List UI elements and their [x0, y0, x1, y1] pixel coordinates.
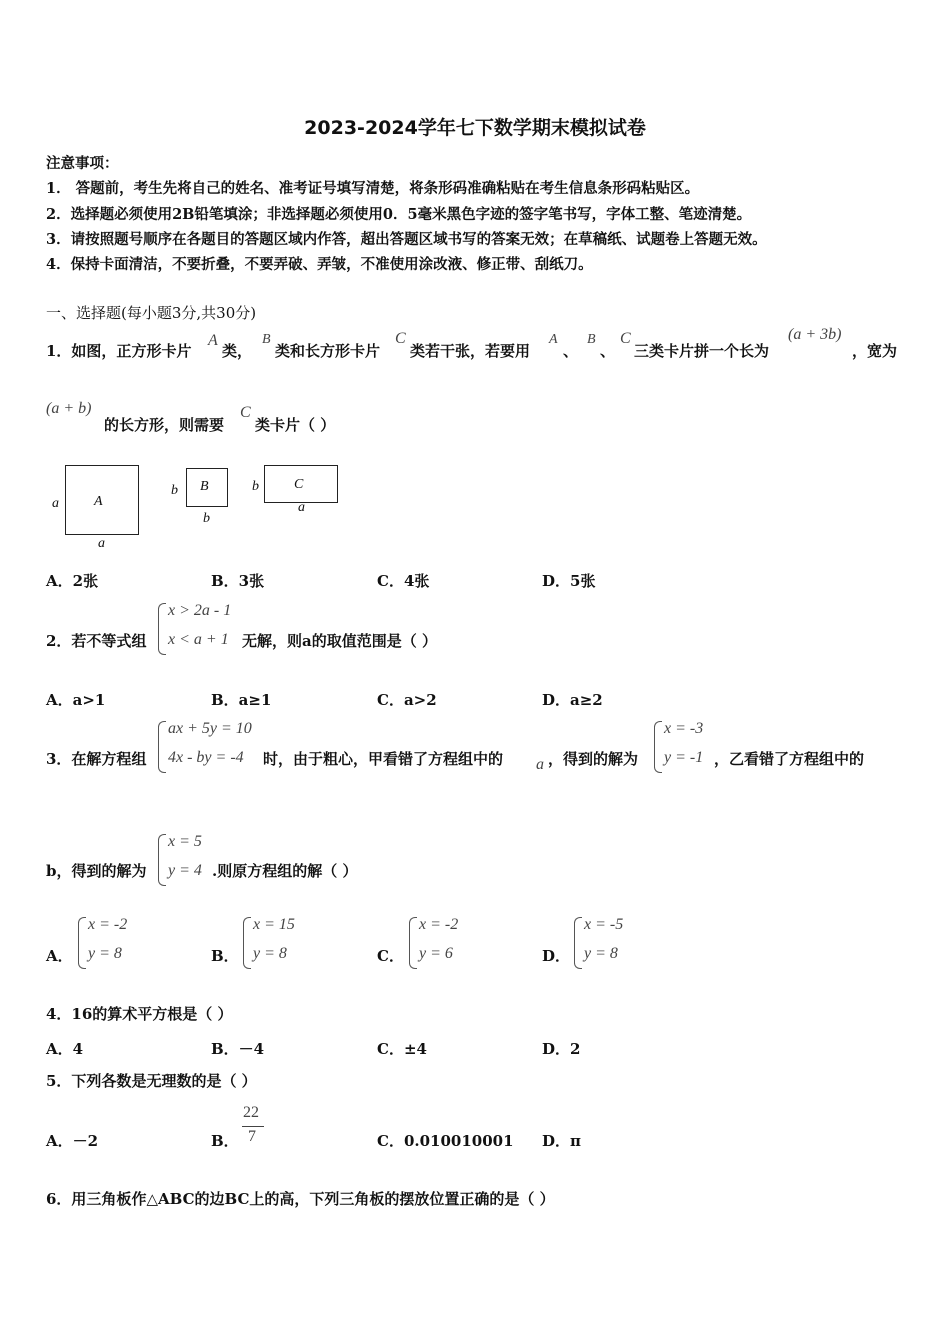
card-a-side: a [52, 496, 59, 511]
q4-option-c[interactable]: C．±4 [377, 1040, 427, 1058]
q3-brace-jia [654, 721, 662, 773]
q4-stem: 4．16的算术平方根是（ ） [46, 1005, 233, 1023]
q1-var-c3: C [240, 404, 251, 421]
q1-var-c2: C [620, 330, 631, 347]
q1-option-a[interactable]: A．2张 [46, 572, 99, 590]
card-c-bottom: a [298, 500, 305, 515]
q5-fraction-numerator: 22 [243, 1104, 259, 1121]
notice-item-3: 3．请按照题号顺序在各题目的答题区域内作答，超出答题区域书写的答案无效；在草稿纸、试题卷上答题无效。 [46, 231, 767, 248]
q3-option-b-y: y = 8 [253, 945, 287, 962]
q2-line-2: x < a + 1 [168, 631, 229, 648]
q3-option-d-y: y = 8 [584, 945, 618, 962]
q3-solution-jia-y: y = -1 [664, 749, 704, 766]
q1-sep-2: 、 [600, 342, 616, 360]
q1-option-b[interactable]: B．3张 [211, 572, 265, 590]
q1-var-a2: A [549, 332, 558, 347]
q5-option-b-letter: B． [211, 1132, 239, 1150]
notice-item-4: 4．保持卡面清洁，不要折叠，不要弄破、弄皱，不准使用涂改液、修正带、刮纸刀。 [46, 256, 593, 273]
q3-solution-yi-x: x = 5 [168, 833, 202, 850]
card-a-bottom: a [98, 536, 105, 551]
card-b-side: b [171, 483, 178, 498]
q3-solution-yi-y: y = 4 [168, 862, 202, 879]
notice-heading: 注意事项： [46, 155, 119, 172]
card-a-label: A [94, 494, 103, 509]
q3-text-5: b，得到的解为 [46, 862, 147, 880]
q1-width: (a + b) [46, 400, 92, 417]
q2-line-1: x > 2a - 1 [168, 602, 232, 619]
q2-text-2: 无解，则a的取值范围是（ ） [242, 632, 437, 650]
section-heading: 一、选择题(每小题3分,共30分) [46, 304, 257, 322]
q3-option-d-x: x = -5 [584, 916, 624, 933]
q1-text-5: 三类卡片拼一个长为 [634, 342, 770, 360]
q1-text-8: 类卡片（ ） [255, 416, 336, 434]
q1-var-b: B [262, 332, 271, 347]
q2-brace [158, 603, 166, 655]
q1-sep-1: 、 [563, 342, 579, 360]
q3-brace-yi [158, 834, 166, 886]
q5-stem: 5．下列各数是无理数的是（ ） [46, 1072, 257, 1090]
q3-text-1: 3．在解方程组 [46, 750, 147, 768]
q3-solution-jia-x: x = -3 [664, 720, 704, 737]
q1-var-c: C [395, 330, 406, 347]
q3-option-a-letter: A． [46, 947, 73, 965]
q2-option-b[interactable]: B．a≥1 [211, 691, 272, 709]
q3-brace [158, 721, 166, 773]
q1-text-4: 类若干张，若要用 [410, 342, 531, 360]
q3-text-3: ，得到的解为 [548, 750, 639, 768]
q3-option-c-brace [409, 917, 417, 969]
q5-fraction-bar [242, 1126, 264, 1127]
q2-option-a[interactable]: A．a>1 [46, 691, 106, 709]
q1-option-d[interactable]: D．5张 [542, 572, 596, 590]
q5-fraction-denominator: 7 [248, 1128, 256, 1145]
q3-option-b-x: x = 15 [253, 916, 295, 933]
q4-option-a[interactable]: A．4 [46, 1040, 84, 1058]
q2-option-d[interactable]: D．a≥2 [542, 691, 603, 709]
q1-text-6: ，宽为 [852, 342, 898, 360]
q1-var-b2: B [587, 332, 596, 347]
card-c-label: C [294, 477, 304, 492]
q3-option-c-letter: C． [377, 947, 404, 965]
q4-option-b[interactable]: B．－4 [211, 1040, 265, 1058]
q1-var-a: A [208, 332, 218, 349]
q5-option-a[interactable]: A．－2 [46, 1132, 99, 1150]
q1-text-7: 的长方形，则需要 [104, 416, 225, 434]
q3-option-d-letter: D． [542, 947, 571, 965]
q5-option-c[interactable]: C．0.010010001 [377, 1132, 514, 1150]
q1-text-1: 1．如图，正方形卡片 [46, 342, 192, 360]
q3-option-a-y: y = 8 [88, 945, 122, 962]
q6-stem: 6．用三角板作△ABC的边BC上的高，下列三角板的摆放位置正确的是（ ） [46, 1190, 555, 1208]
q3-text-6: .则原方程组的解（ ） [212, 862, 358, 880]
q5-option-d[interactable]: D．π [542, 1132, 581, 1150]
card-b-bottom: b [203, 511, 210, 526]
q1-text-3: 类和长方形卡片 [275, 342, 381, 360]
q3-equation-1: ax + 5y = 10 [168, 720, 252, 737]
q3-text-4: ，乙看错了方程组中的 [714, 750, 865, 768]
q4-option-d[interactable]: D．2 [542, 1040, 581, 1058]
q3-option-a-x: x = -2 [88, 916, 128, 933]
q3-equation-2: 4x - by = -4 [168, 749, 244, 766]
q1-option-c[interactable]: C．4张 [377, 572, 430, 590]
q2-text-1: 2．若不等式组 [46, 632, 147, 650]
notice-item-2: 2．选择题必须使用2B铅笔填涂；非选择题必须使用0．5毫米黑色字迹的签字笔书写，字体工整、笔迹清楚。 [46, 206, 752, 223]
q1-length: (a + 3b) [788, 326, 842, 343]
page-title: 2023-2024学年七下数学期末模拟试卷 [304, 117, 646, 139]
q3-option-c-x: x = -2 [419, 916, 459, 933]
q3-option-b-brace [243, 917, 251, 969]
card-b-label: B [200, 479, 209, 494]
q1-text-2: 类， [222, 342, 253, 360]
card-c-side: b [252, 479, 259, 494]
q3-var-a: a [536, 756, 544, 773]
q3-option-d-brace [574, 917, 582, 969]
q3-option-a-brace [78, 917, 86, 969]
notice-item-1: 1． 答题前，考生先将自己的姓名、准考证号填写清楚，将条形码准确粘贴在考生信息条形码粘贴区。 [46, 180, 700, 197]
q3-text-2: 时，由于粗心，甲看错了方程组中的 [263, 750, 504, 768]
q2-option-c[interactable]: C．a>2 [377, 691, 437, 709]
q3-option-b-letter: B． [211, 947, 239, 965]
q3-option-c-y: y = 6 [419, 945, 453, 962]
